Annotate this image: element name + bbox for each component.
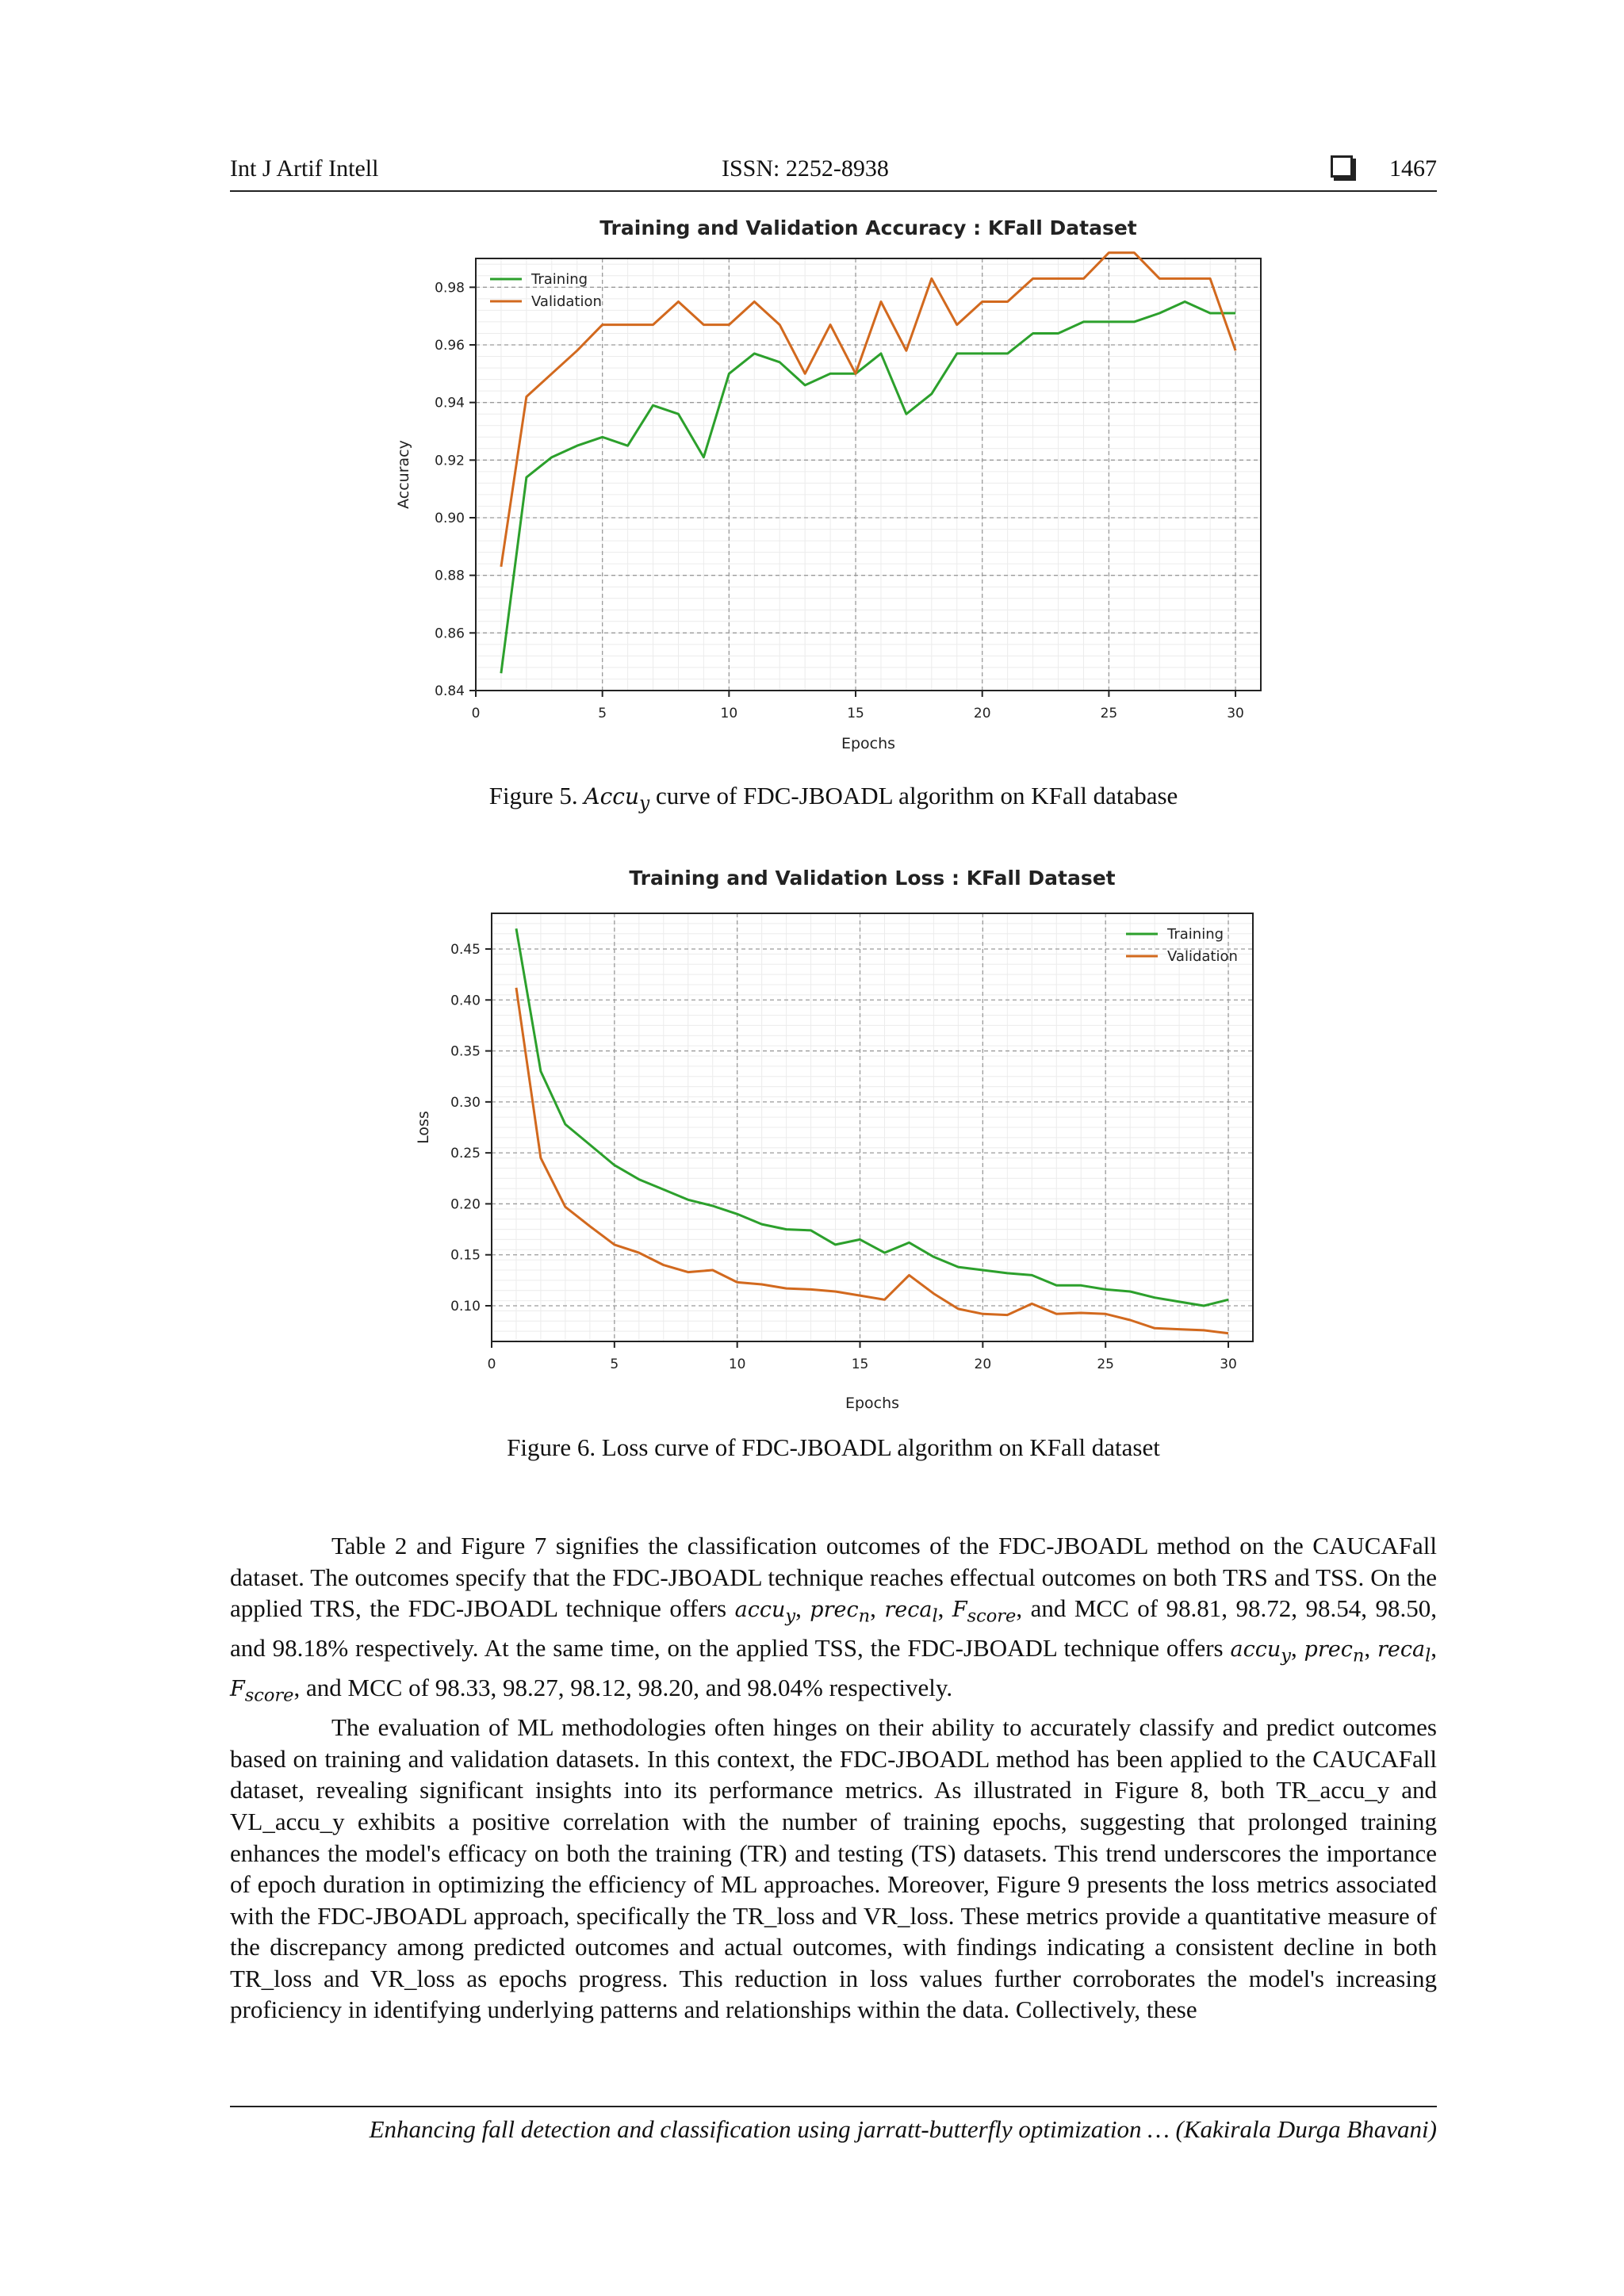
math-f-score-2 bbox=[230, 1677, 294, 1706]
x-tick-label: 15 bbox=[847, 706, 864, 721]
x-tick-label: 20 bbox=[974, 1357, 992, 1372]
x-tick-label: 10 bbox=[720, 706, 738, 721]
x-tick-label: 5 bbox=[610, 1357, 619, 1372]
m-f-2: F bbox=[230, 1677, 245, 1702]
m-prec: prec bbox=[810, 1598, 859, 1623]
m-accu-sub-2: y bbox=[1281, 1645, 1291, 1667]
x-tick-label: 10 bbox=[728, 1357, 746, 1372]
legend-label: Training bbox=[1167, 926, 1224, 943]
p1-part-b: and MCC of 98.81, 98.72, 98.54, 98.50, and 98.18% respectively. At the same time, on the applied TSS, the FDC-JBOADL technique offers bbox=[230, 1594, 1438, 1663]
y-tick-label: 0.88 bbox=[435, 568, 465, 584]
y-axis-label: Accuracy bbox=[395, 440, 412, 509]
x-axis-label: Epochs bbox=[845, 1395, 900, 1412]
math-accu-sub: y bbox=[639, 791, 650, 814]
m-f-sub: score bbox=[967, 1605, 1017, 1627]
p1-part-c: , and MCC of 98.33, 98.27, 98.12, 98.20, and 98.04% respectively. bbox=[293, 1674, 953, 1702]
issn: ISSN: 2252-8938 bbox=[722, 155, 889, 182]
y-tick-label: 0.25 bbox=[450, 1146, 481, 1162]
math-prec-n bbox=[810, 1598, 871, 1627]
math-reca-l bbox=[884, 1598, 938, 1627]
m-prec-2: prec bbox=[1304, 1637, 1353, 1663]
m-f-sub-2: score bbox=[244, 1685, 294, 1706]
legend-label: Training bbox=[531, 271, 588, 288]
x-tick-label: 5 bbox=[598, 706, 607, 721]
x-tick-label: 15 bbox=[851, 1357, 869, 1372]
figure6-caption: Figure 6. Loss curve of FDC-JBOADL algorithm on KFall dataset bbox=[507, 1433, 1160, 1461]
page-footer: Enhancing fall detection and classification using jarratt-butterfly optimization … (Kakirala Durga Bhavani) bbox=[230, 2106, 1437, 2144]
m-accu-2: accu bbox=[1230, 1637, 1281, 1663]
math-reca-l-2 bbox=[1377, 1637, 1431, 1667]
y-tick-label: 0.15 bbox=[450, 1247, 481, 1264]
math-accu-y-2 bbox=[1230, 1637, 1291, 1667]
x-tick-label: 25 bbox=[1097, 1357, 1115, 1372]
y-tick-label: 0.84 bbox=[435, 683, 465, 699]
y-tick-label: 0.40 bbox=[450, 993, 481, 1009]
x-axis-label: Epochs bbox=[841, 735, 896, 752]
x-tick-label: 30 bbox=[1227, 706, 1244, 721]
math-prec-n-2 bbox=[1304, 1637, 1365, 1667]
y-tick-label: 0.92 bbox=[435, 453, 465, 469]
y-tick-label: 0.96 bbox=[435, 338, 465, 354]
x-tick-label: 25 bbox=[1100, 706, 1118, 721]
x-tick-label: 0 bbox=[487, 1357, 496, 1372]
chart-title: Training and Validation Loss : KFall Dataset bbox=[629, 867, 1116, 890]
y-tick-label: 0.30 bbox=[450, 1094, 481, 1111]
figure5-caption-math bbox=[584, 783, 650, 814]
checkbox-square-icon bbox=[1331, 155, 1353, 178]
paragraph-2: The evaluation of ML methodologies often hinges on their ability to accurately classify and predict outcomes based on training and validation datasets. In this context, the FDC-JBOADL method has been applied to the CAUCAFall dataset, revealing significant insights into its performance metrics. As illustrated in Figure 8, both TR_accu_y and VL_accu_y exhibits a positive correlation with the number of training epochs, suggesting that prolonged training enhances the model's efficacy on both the training (TR) and testing (TS) datasets. This trend underscores the importance of epoch duration in optimizing the efficiency of ML approaches. Moreover, Figure 9 presents the loss metrics associated with the FDC-JBOADL approach, specifically the TR_loss and VR_loss. These metrics provide a quantitative measure of the discrepancy among predicted outcomes and actual outcomes, with findings indicating a consistent decline in both TR_loss and VR_loss as epochs progress. This reduction in loss values further corroborates the model's increasing proficiency in identifying underlying patterns and relationships within the data. Collectively, these bbox=[230, 1713, 1437, 2024]
legend-label: Validation bbox=[1167, 948, 1238, 965]
math-f-score bbox=[952, 1598, 1017, 1627]
m-prec-sub: n bbox=[858, 1605, 871, 1627]
chart-title: Training and Validation Accuracy : KFall Dataset bbox=[599, 216, 1137, 239]
y-tick-label: 0.98 bbox=[435, 280, 465, 297]
paragraph-1: Table 2 and Figure 7 signifies the classification outcomes of the FDC-JBOADL method on the CAUCAFall dataset. The outcomes specify that the FDC-JBOADL technique reaches effectual outcomes on both TRS and TSS. On the applied TRS, the FDC-JBOADL technique offers accu$_y$, prec$_n$, reca$_l$, $F_{score}$, and MCC of 98.81, 98.72, 98.54, 98.50, and 98.18% respectively. At the same time, on the applied TSS, the FDC-JBOADL technique offers accu$_y$, prec$_n$, reca$_l$, $F_{score}$, and MCC of 98.33, 98.27, 98.12, 98.20, and 98.04% respectively. bbox=[230, 1532, 1438, 1706]
x-tick-label: 30 bbox=[1220, 1357, 1237, 1372]
m-accu: accu bbox=[734, 1598, 786, 1623]
m-reca: reca bbox=[884, 1598, 933, 1623]
x-tick-label: 0 bbox=[471, 706, 481, 721]
math-accu: Accu bbox=[584, 783, 640, 809]
m-reca-sub: l bbox=[932, 1605, 938, 1627]
m-f: F bbox=[952, 1598, 967, 1623]
page-header bbox=[230, 155, 1437, 192]
m-accu-sub: y bbox=[785, 1605, 796, 1627]
x-tick-label: 20 bbox=[973, 706, 991, 721]
figure5-caption-suffix: curve of FDC-JBOADL algorithm on KFall database bbox=[649, 782, 1178, 809]
m-prec-sub-2: n bbox=[1352, 1645, 1365, 1667]
m-reca-2: reca bbox=[1377, 1637, 1426, 1663]
figure5-caption bbox=[230, 782, 1437, 814]
y-tick-label: 0.90 bbox=[435, 511, 465, 526]
m-reca-sub-2: l bbox=[1425, 1645, 1431, 1667]
y-tick-label: 0.20 bbox=[450, 1196, 481, 1213]
accuracy-chart bbox=[373, 212, 1277, 760]
y-tick-label: 0.35 bbox=[450, 1043, 481, 1060]
math-accu-y bbox=[734, 1598, 796, 1627]
page-number-group bbox=[1331, 155, 1437, 182]
y-tick-label: 0.94 bbox=[435, 395, 465, 411]
loss-chart bbox=[396, 864, 1269, 1419]
y-axis-label: Loss bbox=[415, 1111, 432, 1144]
p1-part-a: Table 2 and Figure 7 signifies the classification outcomes of the FDC-JBOADL method on the CAUCAFall dataset. The outcomes specify that the FDC-JBOADL technique reaches effectual outcomes on both TRS and TSS. On the applied TRS, the FDC-JBOADL technique offers bbox=[230, 1532, 1437, 1623]
journal-name: Int J Artif Intell bbox=[230, 155, 379, 182]
y-tick-label: 0.86 bbox=[435, 626, 465, 642]
body-text bbox=[230, 1530, 1437, 2026]
y-tick-label: 0.45 bbox=[450, 942, 481, 958]
figure5-caption-prefix: Figure 5. bbox=[488, 782, 584, 809]
legend-label: Validation bbox=[531, 293, 602, 310]
y-tick-label: 0.10 bbox=[450, 1299, 481, 1314]
page-number: 1467 bbox=[1389, 155, 1437, 182]
plot-area bbox=[476, 258, 1261, 691]
